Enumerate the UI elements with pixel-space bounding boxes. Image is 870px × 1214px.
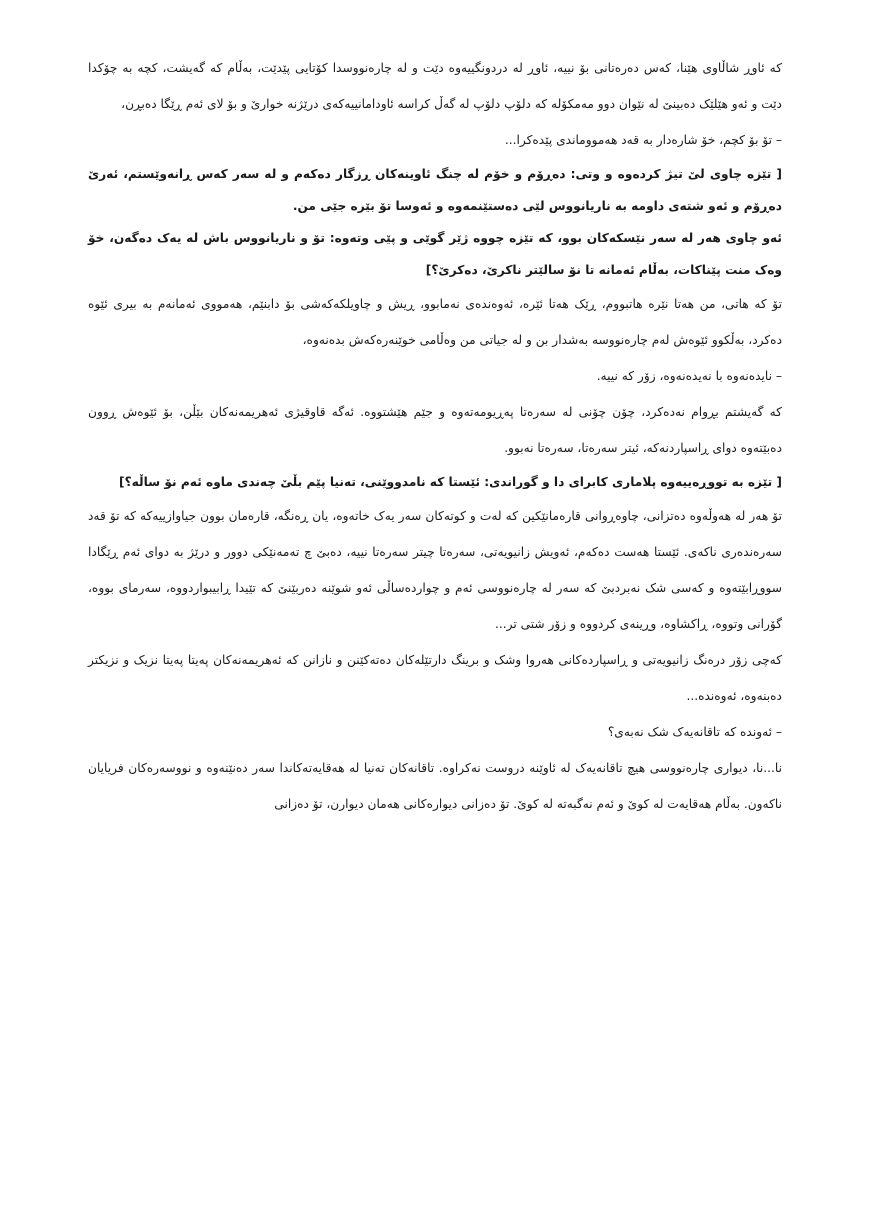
paragraph-2: – تۆ بۆ کچم، خۆ شارەدار بە قەد هەمووماندی پێدەکرا... [504,133,782,147]
paragraph-12: نا...نا، دیواری چارەنووسی هیچ تاقانەیەک لە ئاوێنە دروست نەکراوە. تاقانەکان تەنیا لە هەقایەتەکاندا سەر دەنێنەوە و نووسەرەکان فریایان ناکەون. بەڵام هەقایەت لە کوێ و ئەم نەگبەتە لە کوێ. تۆ دەزانی دیوارەکانی هەمان دیوارن، تۆ دەزانی [88,761,782,811]
paragraph-10: کەچی زۆر درەنگ زانیویەتی و ڕاسپاردەکانی هەروا وشک و برینگ دارتێلەکان دەتەکێنن و نازانن کە ئەهریمەنەکان پەیتا پەیتا نزیک و نزیکتر دەبنەوە، ئەوەندە... [88,653,782,703]
paragraph-5: تۆ کە هاتی، من هەتا نێرە هاتبووم، ڕێک هەتا ئێرە، ئەوەندەی نەمابوو، ڕیش و چاویلکەکەشی بۆ دابنێم، هەمووی ئەمانەم بە بیری ئێوە دەکرد، بەڵکوو ئێوەش لەم چارەنووسە بەشدار بن و لە جیاتی من وەڵامی خوێنەرەکەش بدەنەوە، [88,297,782,347]
text-body [88,50,782,822]
paragraph-4-bold: ئەو چاوی هەر لە سەر نێسکەکان بوو، کە تێزە چووە ژێر گوێی و پێی وتەوە: تۆ و ناریانووس باش لە یەک دەگەن، خۆ وەک منت پێناکات، بەڵام ئەمانە تا نۆ سالێتر ناکرێ، دەکرێ؟] [88,231,782,277]
paragraph-6: – نایدەنەوە با نەیدەنەوە، زۆر کە نییە. [596,369,782,383]
paragraph-8-bold: [ تێزە بە تووڕەییەوە پلاماری کابرای دا و گوراندی: ئێستا کە نامدووێنی، تەنیا پێم بڵێ چەندی ماوە ئەم نۆ ساڵە؟] [119,475,782,489]
paragraph-11: – ئەوندە کە تاقانەیەک شک نەبەی؟ [607,725,782,739]
paragraph-1: که ئاوڕ شاڵاوی هێنا، کەس دەرەتانی بۆ نییە، ئاوڕ لە دردونگییەوە دێت و لە چارەنووسدا کۆتایی پێدێت، بەڵام کە گەیشت، کچە بە چۆکدا دێت و ئەو هێلێک دەبینێ لە نێوان دوو مەمکۆلە کە دلۆپ دلۆپ لە گەڵ کراسە ئاودامانییەکەی درێژنە خوارێ و بۆ لای ئەم ڕێگا دەبڕن، [88,61,782,111]
paragraph-3-bold: [ تێزە چاوی لێ تیژ کردەوە و وتی: دەڕۆم و خۆم لە چنگ ئاوینەکان ڕزگار دەکەم و لە سەر کەس ڕانەوێستم، ئەرێ دەڕۆم و ئەو شتەی داومە بە ناریانووس لێی دەستێنمەوە و ئەوسا تۆ بێرە جێی من. [88,167,782,213]
paragraph-7: کە گەیشتم بڕوام نەدەکرد، چۆن چۆنی لە سەرەتا پەڕیومەتەوە و جێم هێشتووە. ئەگە قاوقیژی ئەهریمەنەکان بێڵن، بۆ ئێوەش ڕوون دەبێتەوە دوای ڕاسپاردنەکە، ئیتر سەرەتا، سەرەتا نەبوو. [88,405,782,455]
paragraph-9: تۆ هەر لە هەوڵەوە دەتزانی، چاوەڕوانی قارەمانێکین کە لەت و کوتەکان سەر یەک خاتەوە، یان ڕەنگە، قارەمان بوون جیاوازییەکە کە تۆ قەد سەرەندەری ناکەی. ئێستا هەست دەکەم، ئەویش زانیویەتی، سەرەتا چیتر سەرەتا نییە، دەبێ چ تەمەنێکی دوور و درێژ بە دوای ئەم ڕێگادا سووڕابێتەوە و کەسی شک نەبردبێ کە سەر لە چارەنووسی ئەم و چواردەساڵی ئەو شوێنە دەربێنێ کە تێیدا ڕابیبواردووە، سەرماى بووە، گۆرانی وتووە، ڕاکشاوە، وڕینەی کردووە و زۆر شتی تر... [88,509,782,631]
